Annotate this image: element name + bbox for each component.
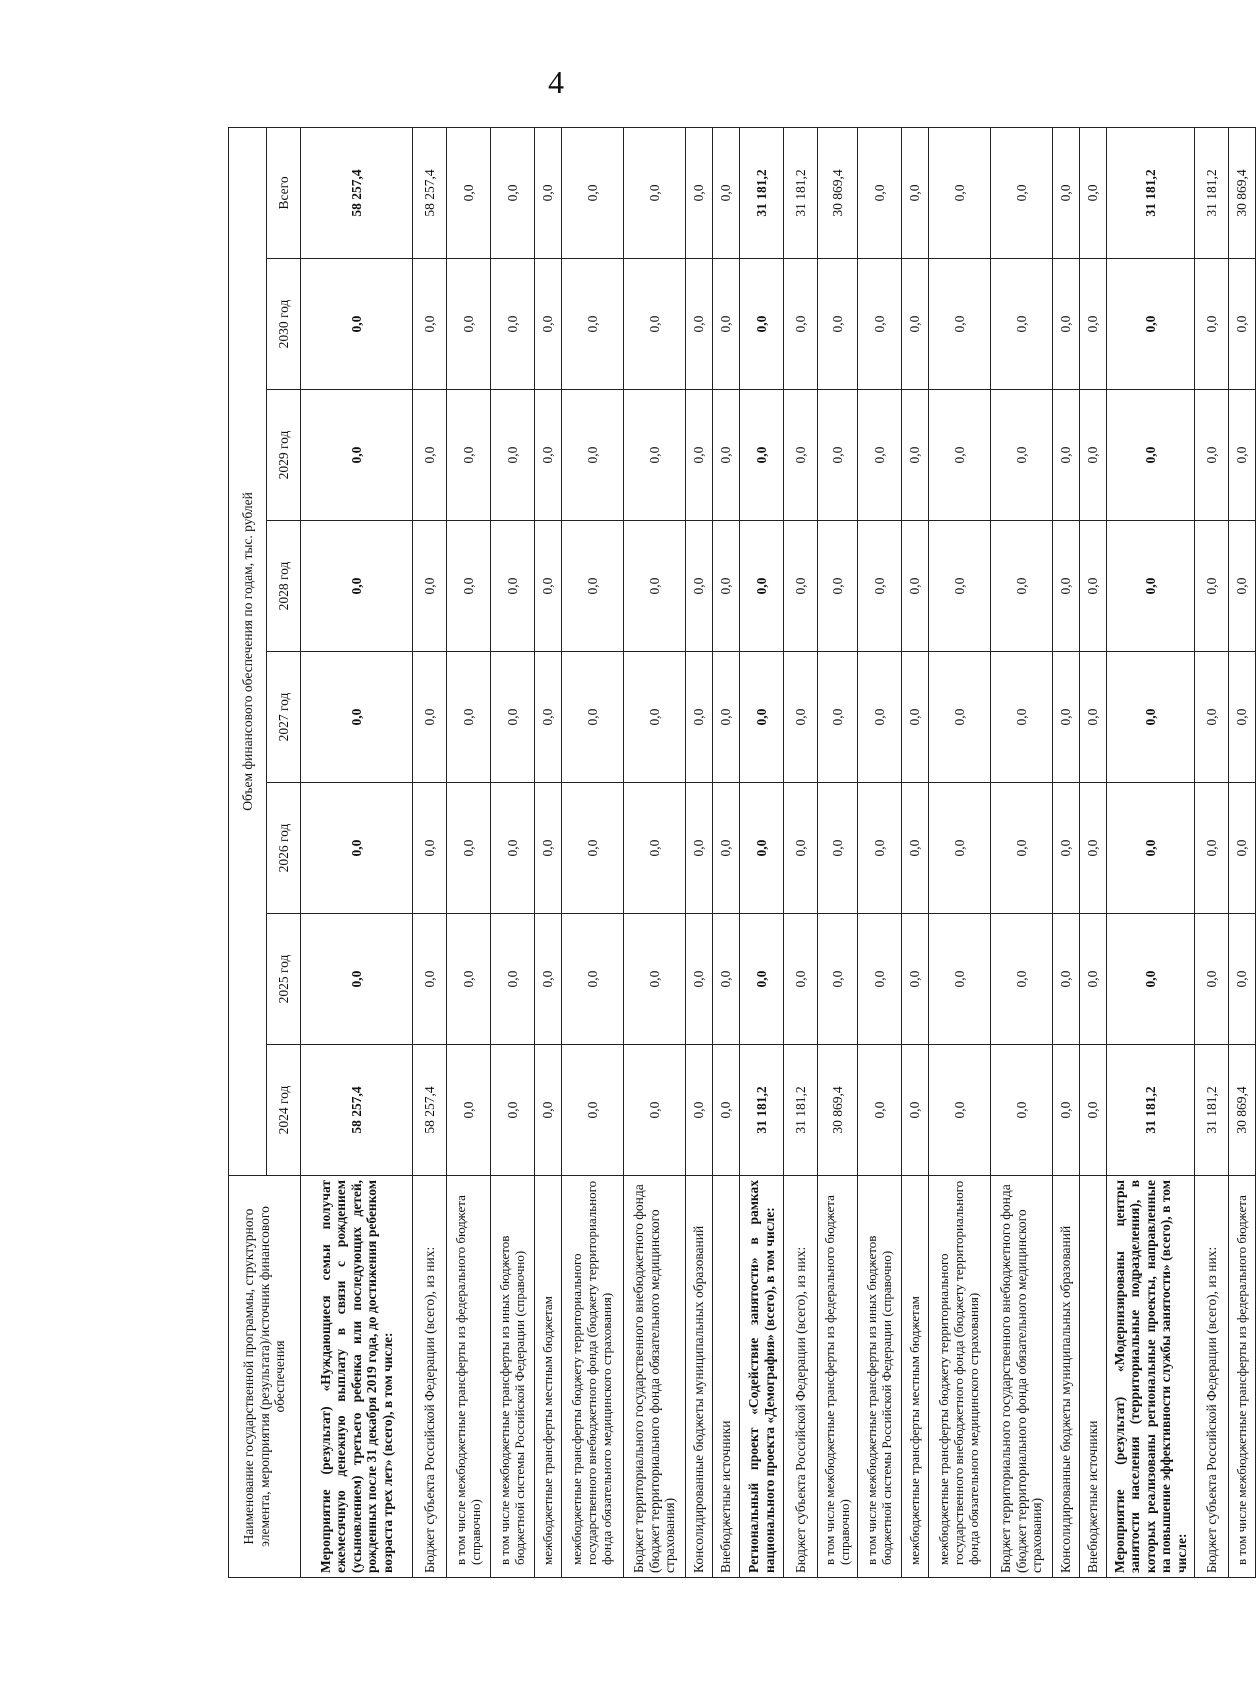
value-cell: 0,0 (301, 259, 413, 390)
header-year: 2029 год (267, 390, 301, 521)
value-cell: 0,0 (1229, 652, 1256, 783)
row-label: Бюджет субъекта Российской Федерации (всего), из них: (413, 1176, 447, 1578)
value-cell: 0,0 (784, 390, 818, 521)
header-total: Всего (267, 127, 301, 258)
row-label: в том числе межбюджетные трансферты из федерального бюджета (1229, 1176, 1256, 1578)
row-label: в том числе межбюджетные трансферты из федерального бюджета (справочно) (447, 1176, 491, 1578)
value-cell: 0,0 (1080, 390, 1107, 521)
value-cell: 0,0 (413, 783, 447, 914)
value-cell: 0,0 (562, 521, 624, 652)
value-cell: 0,0 (413, 259, 447, 390)
total-cell: 0,0 (858, 127, 902, 258)
value-cell: 0,0 (991, 783, 1053, 914)
value-cell: 0,0 (740, 259, 784, 390)
value-cell: 0,0 (1053, 914, 1080, 1045)
value-cell: 0,0 (447, 1045, 491, 1176)
value-cell: 58 257,4 (301, 1045, 413, 1176)
table-row (686, 127, 713, 1577)
value-cell: 0,0 (624, 259, 686, 390)
value-cell: 0,0 (1053, 1045, 1080, 1176)
value-cell: 0,0 (447, 783, 491, 914)
header-year: 2030 год (267, 259, 301, 390)
table-row (818, 127, 858, 1577)
value-cell: 0,0 (535, 914, 562, 1045)
value-cell: 30 869,4 (818, 1045, 858, 1176)
value-cell: 31 181,2 (1107, 1045, 1195, 1176)
value-cell: 0,0 (686, 259, 713, 390)
value-cell: 0,0 (491, 783, 535, 914)
table-row (740, 127, 784, 1577)
value-cell: 0,0 (858, 259, 902, 390)
value-cell: 58 257,4 (413, 1045, 447, 1176)
value-cell: 0,0 (1229, 259, 1256, 390)
table-row (991, 127, 1053, 1577)
table-row (784, 127, 818, 1577)
total-cell: 0,0 (686, 127, 713, 258)
value-cell: 0,0 (1053, 783, 1080, 914)
value-cell: 0,0 (1107, 914, 1195, 1045)
table-row (858, 127, 902, 1577)
value-cell: 0,0 (413, 914, 447, 1045)
table-row (1229, 127, 1256, 1577)
table-row (902, 127, 929, 1577)
row-label: Бюджет территориального государственного внебюджетного фонда (бюджет территориального фонда обязательного медицинского страхования) (624, 1176, 686, 1578)
value-cell: 0,0 (686, 521, 713, 652)
row-label: Внебюджетные источники (713, 1176, 740, 1578)
value-cell: 0,0 (929, 390, 991, 521)
table-row (491, 127, 535, 1577)
header-year: 2024 год (267, 1045, 301, 1176)
value-cell: 0,0 (1195, 652, 1229, 783)
value-cell: 0,0 (902, 1045, 929, 1176)
total-cell: 0,0 (535, 127, 562, 258)
total-cell: 58 257,4 (413, 127, 447, 258)
value-cell: 0,0 (1107, 521, 1195, 652)
value-cell: 0,0 (624, 783, 686, 914)
value-cell: 0,0 (1080, 521, 1107, 652)
value-cell: 0,0 (1053, 390, 1080, 521)
value-cell: 0,0 (818, 652, 858, 783)
total-cell: 58 257,4 (301, 127, 413, 258)
value-cell: 0,0 (562, 259, 624, 390)
value-cell: 0,0 (447, 521, 491, 652)
value-cell: 0,0 (535, 652, 562, 783)
value-cell: 0,0 (784, 652, 818, 783)
total-cell: 31 181,2 (1195, 127, 1229, 258)
value-cell: 0,0 (818, 390, 858, 521)
value-cell: 0,0 (301, 390, 413, 521)
value-cell: 0,0 (491, 914, 535, 1045)
value-cell: 0,0 (562, 1045, 624, 1176)
value-cell: 0,0 (624, 652, 686, 783)
page-number: 4 (548, 64, 564, 100)
value-cell: 0,0 (784, 521, 818, 652)
total-cell: 31 181,2 (784, 127, 818, 258)
header-year: 2028 год (267, 521, 301, 652)
value-cell: 0,0 (929, 652, 991, 783)
value-cell: 0,0 (447, 259, 491, 390)
total-cell: 0,0 (991, 127, 1053, 258)
row-label: Региональный проект «Содействие занятости» в рамках национального проекта «Демография» (всего), в том числе: (740, 1176, 784, 1578)
table-row (713, 127, 740, 1577)
value-cell: 0,0 (1053, 259, 1080, 390)
value-cell: 31 181,2 (784, 1045, 818, 1176)
value-cell: 0,0 (301, 914, 413, 1045)
table-row (1107, 127, 1195, 1577)
value-cell: 0,0 (447, 390, 491, 521)
value-cell: 0,0 (1107, 259, 1195, 390)
value-cell: 0,0 (818, 259, 858, 390)
value-cell: 0,0 (1195, 783, 1229, 914)
header-year: 2027 год (267, 652, 301, 783)
value-cell: 0,0 (1195, 914, 1229, 1045)
row-label: межбюджетные трансферты бюджету территориального государственного внебюджетного фонда (бюджету территориального фонда обязательного медицинского страхования) (929, 1176, 991, 1578)
value-cell: 0,0 (713, 652, 740, 783)
table-row (624, 127, 686, 1577)
value-cell: 0,0 (740, 914, 784, 1045)
table-body (301, 127, 1256, 1577)
value-cell: 0,0 (713, 783, 740, 914)
value-cell: 0,0 (447, 652, 491, 783)
value-cell: 0,0 (413, 521, 447, 652)
value-cell: 0,0 (624, 390, 686, 521)
value-cell: 0,0 (1229, 521, 1256, 652)
value-cell: 0,0 (784, 914, 818, 1045)
row-label: Бюджет субъекта Российской Федерации (всего), из них: (784, 1176, 818, 1578)
total-cell: 0,0 (929, 127, 991, 258)
financing-table (228, 127, 1256, 1578)
row-label: Бюджет субъекта Российской Федерации (всего), из них: (1195, 1176, 1229, 1578)
value-cell: 0,0 (713, 521, 740, 652)
value-cell: 0,0 (713, 1045, 740, 1176)
value-cell: 0,0 (713, 259, 740, 390)
total-cell: 0,0 (1053, 127, 1080, 258)
value-cell: 0,0 (784, 783, 818, 914)
total-cell: 30 869,4 (1229, 127, 1256, 258)
header-group: Объем финансового обеспечения по годам, тыс. рублей (229, 127, 267, 1175)
value-cell: 0,0 (686, 652, 713, 783)
value-cell: 0,0 (1080, 783, 1107, 914)
value-cell: 0,0 (686, 914, 713, 1045)
value-cell: 0,0 (818, 914, 858, 1045)
value-cell: 0,0 (740, 521, 784, 652)
total-cell: 0,0 (624, 127, 686, 258)
header-year: 2025 год (267, 914, 301, 1045)
value-cell: 0,0 (624, 914, 686, 1045)
value-cell: 0,0 (686, 783, 713, 914)
value-cell: 0,0 (991, 259, 1053, 390)
total-cell: 0,0 (562, 127, 624, 258)
value-cell: 0,0 (858, 1045, 902, 1176)
value-cell: 0,0 (929, 259, 991, 390)
value-cell: 0,0 (535, 1045, 562, 1176)
table-row (1080, 127, 1107, 1577)
value-cell: 0,0 (991, 521, 1053, 652)
value-cell: 0,0 (1053, 521, 1080, 652)
value-cell: 0,0 (1107, 783, 1195, 914)
table-row (1053, 127, 1080, 1577)
value-cell: 0,0 (929, 914, 991, 1045)
value-cell: 31 181,2 (740, 1045, 784, 1176)
value-cell: 0,0 (413, 390, 447, 521)
value-cell: 0,0 (902, 521, 929, 652)
value-cell: 0,0 (1195, 390, 1229, 521)
table-row (562, 127, 624, 1577)
value-cell: 0,0 (562, 390, 624, 521)
value-cell: 0,0 (447, 914, 491, 1045)
row-label: межбюджетные трансферты бюджету территориального государственного внебюджетного фонда (бюджету территориального фонда обязательного медицинского страхования) (562, 1176, 624, 1578)
value-cell: 0,0 (491, 652, 535, 783)
value-cell: 0,0 (818, 521, 858, 652)
header-year: 2026 год (267, 783, 301, 914)
value-cell: 0,0 (740, 783, 784, 914)
value-cell: 0,0 (491, 521, 535, 652)
row-label: в том числе межбюджетные трансферты из иных бюджетов бюджетной системы Российской Федерации (справочно) (858, 1176, 902, 1578)
value-cell: 0,0 (740, 390, 784, 521)
value-cell: 0,0 (1195, 259, 1229, 390)
value-cell: 0,0 (624, 1045, 686, 1176)
value-cell: 0,0 (491, 1045, 535, 1176)
value-cell: 0,0 (858, 652, 902, 783)
value-cell: 0,0 (624, 521, 686, 652)
value-cell: 0,0 (713, 914, 740, 1045)
value-cell: 0,0 (535, 521, 562, 652)
value-cell: 0,0 (991, 652, 1053, 783)
value-cell: 0,0 (818, 783, 858, 914)
value-cell: 0,0 (1107, 652, 1195, 783)
value-cell: 0,0 (491, 390, 535, 521)
table-row (447, 127, 491, 1577)
row-label: Консолидированные бюджеты муниципальных образований (686, 1176, 713, 1578)
value-cell: 0,0 (929, 521, 991, 652)
row-label: Внебюджетные источники (1080, 1176, 1107, 1578)
row-label: Мероприятие (результат) «Модернизированы центры занятости населения (территориальные подразделения), в которых реализованы региональные проекты, направленные на повышение эффективности службы занятости» (всего), в том числе: (1107, 1176, 1195, 1578)
value-cell: 0,0 (535, 783, 562, 914)
value-cell: 0,0 (1107, 390, 1195, 521)
value-cell: 0,0 (1080, 652, 1107, 783)
table-row (301, 127, 413, 1577)
value-cell: 0,0 (562, 914, 624, 1045)
value-cell: 0,0 (902, 783, 929, 914)
total-cell: 0,0 (902, 127, 929, 258)
row-label: межбюджетные трансферты местным бюджетам (535, 1176, 562, 1578)
value-cell: 0,0 (301, 652, 413, 783)
value-cell: 0,0 (713, 390, 740, 521)
row-label: в том числе межбюджетные трансферты из иных бюджетов бюджетной системы Российской Федерации (справочно) (491, 1176, 535, 1578)
value-cell: 0,0 (1195, 521, 1229, 652)
value-cell: 0,0 (413, 652, 447, 783)
table-row (535, 127, 562, 1577)
header-name: Наименование государственной программы, структурного элемента, мероприятия (результата)/источник финансового обеспечения (229, 1176, 301, 1578)
total-cell: 31 181,2 (1107, 127, 1195, 258)
value-cell: 0,0 (535, 259, 562, 390)
value-cell: 0,0 (858, 914, 902, 1045)
value-cell: 0,0 (902, 259, 929, 390)
total-cell: 0,0 (447, 127, 491, 258)
value-cell: 0,0 (784, 259, 818, 390)
value-cell: 0,0 (686, 1045, 713, 1176)
value-cell: 0,0 (929, 783, 991, 914)
value-cell: 0,0 (740, 652, 784, 783)
value-cell: 0,0 (301, 521, 413, 652)
value-cell: 0,0 (991, 914, 1053, 1045)
value-cell: 0,0 (1080, 259, 1107, 390)
value-cell: 0,0 (1229, 914, 1256, 1045)
value-cell: 0,0 (562, 783, 624, 914)
value-cell: 0,0 (1080, 1045, 1107, 1176)
value-cell: 0,0 (301, 783, 413, 914)
total-cell: 0,0 (1080, 127, 1107, 258)
value-cell: 0,0 (562, 652, 624, 783)
value-cell: 0,0 (1229, 783, 1256, 914)
value-cell: 0,0 (902, 914, 929, 1045)
row-label: Мероприятие (результат) «Нуждающиеся семьи получат ежемесячную денежную выплату в связи с рождением (усыновлением) третьего ребенка или последующих детей, рожденных после 31 декабря 2019 года, до достижения ребенком возраста трех лет» (всего), в том числе: (301, 1176, 413, 1578)
value-cell: 0,0 (902, 390, 929, 521)
value-cell: 0,0 (991, 390, 1053, 521)
value-cell: 0,0 (1080, 914, 1107, 1045)
value-cell: 0,0 (535, 390, 562, 521)
value-cell: 0,0 (858, 390, 902, 521)
value-cell: 0,0 (929, 1045, 991, 1176)
value-cell: 0,0 (686, 390, 713, 521)
value-cell: 0,0 (991, 1045, 1053, 1176)
table-row (413, 127, 447, 1577)
value-cell: 0,0 (902, 652, 929, 783)
table-row (929, 127, 991, 1577)
value-cell: 0,0 (858, 521, 902, 652)
value-cell: 31 181,2 (1195, 1045, 1229, 1176)
total-cell: 0,0 (491, 127, 535, 258)
value-cell: 0,0 (491, 259, 535, 390)
total-cell: 31 181,2 (740, 127, 784, 258)
row-label: Бюджет территориального государственного внебюджетного фонда (бюджет территориального фонда обязательного медицинского страхования) (991, 1176, 1053, 1578)
value-cell: 0,0 (1053, 652, 1080, 783)
value-cell: 30 869,4 (1229, 1045, 1256, 1176)
row-label: межбюджетные трансферты местным бюджетам (902, 1176, 929, 1578)
value-cell: 0,0 (858, 783, 902, 914)
total-cell: 0,0 (713, 127, 740, 258)
row-label: Консолидированные бюджеты муниципальных образований (1053, 1176, 1080, 1578)
row-label: в том числе межбюджетные трансферты из федерального бюджета (справочно) (818, 1176, 858, 1578)
total-cell: 30 869,4 (818, 127, 858, 258)
rotated-table-container (228, 128, 1250, 1578)
value-cell: 0,0 (1229, 390, 1256, 521)
table-row (1195, 127, 1229, 1577)
